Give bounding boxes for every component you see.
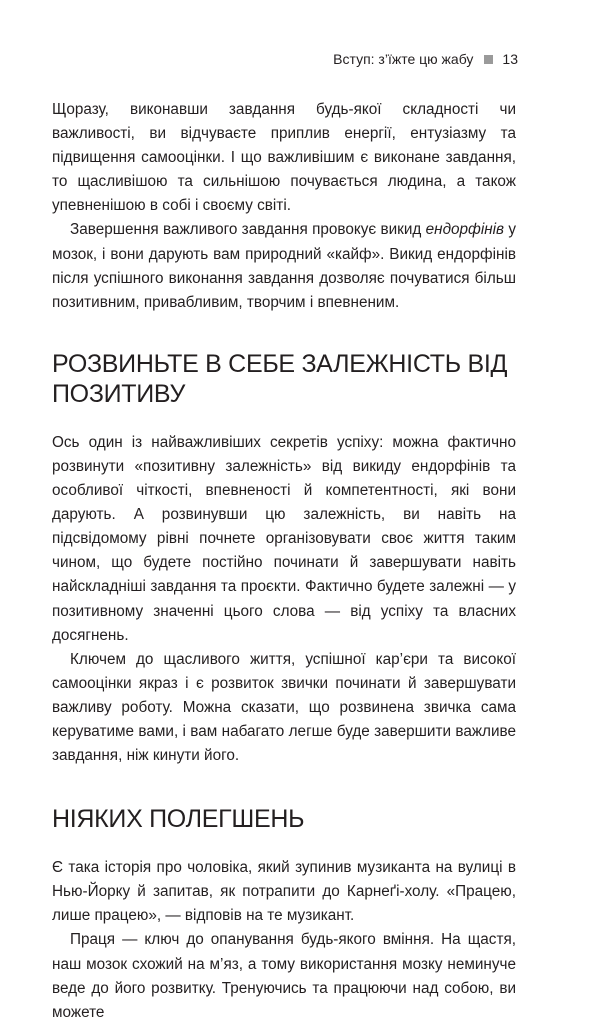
chapter-title: Вступ: з’їжте цю жабу [333,51,474,67]
intro-paragraph-2-end: у мозок, і вони дарують вам природний «кайф». Викид ендорфінів після успішного виконання завдання дозволяє почуватися більш позитивним, привабливим, творчим і впевненим. [52,221,516,311]
section-heading-no-shortcuts: НІЯКИХ ПОЛЕГШЕНЬ [52,805,305,834]
section1-paragraph-1: Ось один із найважливіших секретів успіху: можна фактично розвинути «позитивну залежність» від викиду ендорфінів та особливої чіткості, впевненості й компетентності, які вони дарують. А розвинувши цю залежність, ви навіть на підсвідомому рівні почнете організовувати своє життя таким чином, що будете постійно починати й завершувати навіть найскладніші завдання та проєкти. Фактично будете залежні — у позитивному значенні цього слова — від успіху та власних досягнень. [52,433,516,644]
square-marker-icon [484,55,493,64]
intro-paragraph-2 [52,218,516,314]
section2-paragraph-1: Є така історія про чоловіка, який зупинив музиканта на вулиці в Нью-Йорку й запитав, як потрапити до Карнеґі-холу. «Працею, лише працею», — відповів на те музикант. [52,859,516,925]
section-heading-positive-addiction: РОЗВИНЬТЕ В СЕБЕ ЗАЛЕЖНІСТЬ ВІД ПОЗИТИВУ [52,349,508,408]
intro-paragraph-1: Щоразу, виконавши завдання будь-якої складності чи важливості, ви відчуваєте приплив енергії, ентузіазму та підвищення самооцінки. І що важливішим є виконане завдання, то щасливішою та сильнішою почувається людина, а також упевненішою в собі і своєму світі. [52,101,516,215]
running-header [333,51,518,67]
page-number: 13 [502,51,518,67]
section1-paragraph-2: Ключем до щасливого життя, успішної кар’єри та високої самооцінки якраз і є розвиток звички починати й завершувати важливу роботу. Можна сказати, що розвинена звичка сама керуватиме вами, і вам набагато легше буде завершити важливе завдання, ніж кинути його. [52,650,516,765]
endorphins-term: ендорфінів [425,221,505,239]
intro-paragraph-2-start: Завершення важливого завдання провокує викид [70,221,426,239]
page-body [52,98,516,1025]
section2-paragraph-2: Праця — ключ до опанування будь-якого вміння. На щастя, наш мозок схожий на м’яз, а тому використання мозку неминуче веде до його розвитку. Тренуючись та працюючи над собою, ви можете [52,931,516,1021]
